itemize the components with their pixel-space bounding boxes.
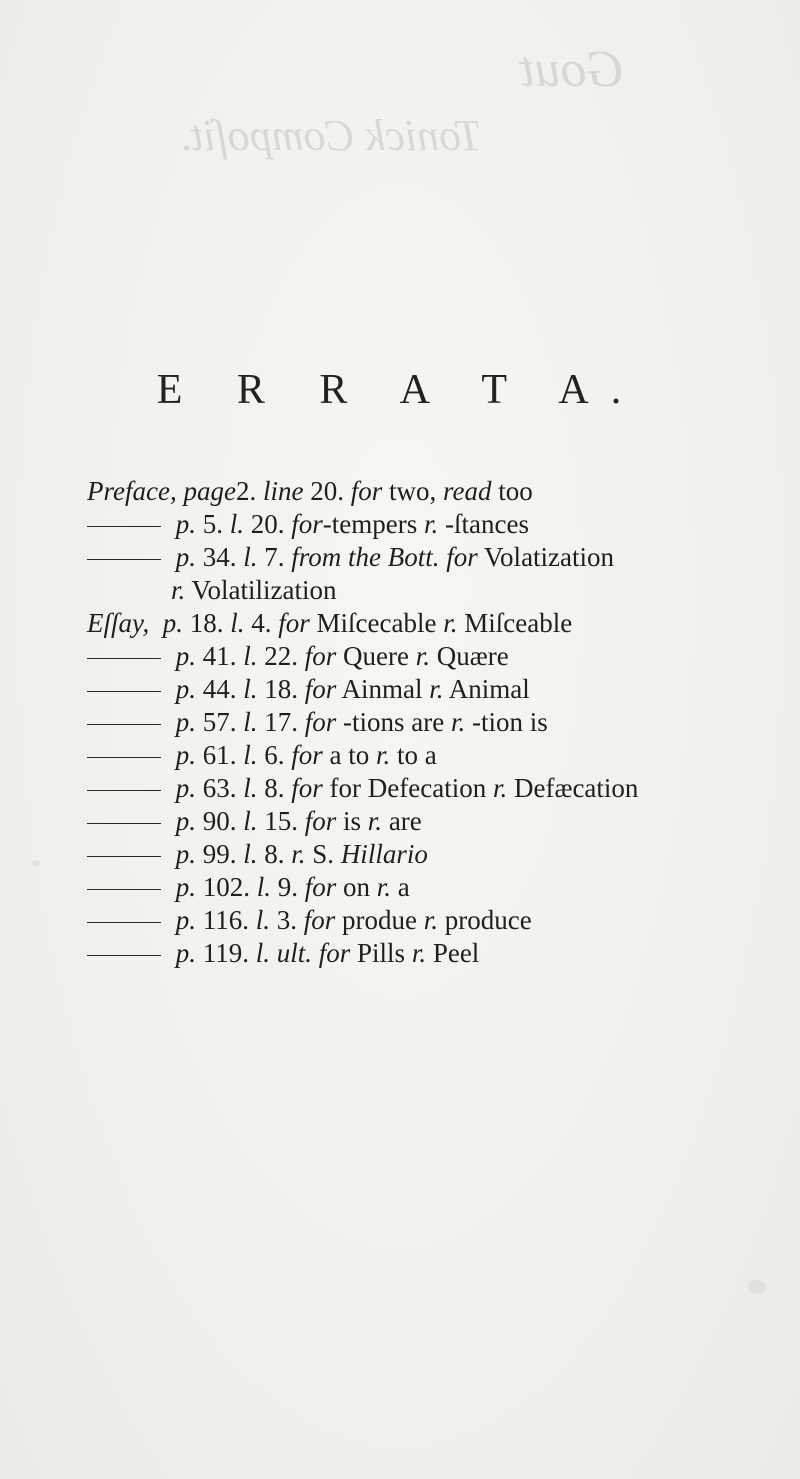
errata-location: p. 119. l. ult. [175,938,313,968]
section-label: Eſſay, [87,608,150,638]
errata-entry [87,804,422,838]
errata-entry [87,474,533,508]
errata-location: p. 44. l. 18. [175,674,305,704]
errata-location: p. 99. l. 8. [175,839,292,869]
ditto-dash [87,856,161,857]
errata-entry [87,705,548,739]
errata-location: p. 61. l. 6. [175,740,292,770]
errata-entry [87,837,428,871]
ditto-dash [87,790,161,791]
show-through-text: Gout Tonick Compoſit. [180,41,624,160]
errata-entry [87,507,529,541]
errata-entry [87,771,638,805]
errata-correction: for Pills r. Peel [318,938,480,968]
errata-correction: for for Defecation r. Defæcation [291,773,639,803]
errata-entry [87,639,509,673]
ditto-dash [87,658,161,659]
errata-entry [87,540,614,574]
errata-correction: r. S. Hillario [291,839,428,869]
errata-location: page2. line 20. [183,476,351,506]
errata-correction: for Miſcecable r. Miſceable [278,608,573,638]
errata-correction: for is r. are [304,806,422,836]
ditto-dash [87,922,161,923]
errata-correction: for produe r. produce [303,905,532,935]
errata-location: p. 102. l. 9. [175,872,305,902]
paper-stain [32,860,40,866]
errata-entry [87,903,532,937]
errata-correction: for two, read too [350,476,533,506]
errata-correction: for Volatization [446,542,615,572]
errata-location: p. 116. l. 3. [175,905,304,935]
errata-correction: for Quere r. Quære [304,641,509,671]
errata-entry [87,870,410,904]
section-label: Preface, [87,476,177,506]
ditto-dash [87,526,161,527]
errata-correction: r. Volatilization [171,575,337,605]
errata-entry [87,738,437,772]
errata-location: p. 41. l. 22. [175,641,305,671]
errata-correction: for -tions are r. -tion is [304,707,548,737]
errata-location: p. 63. l. 8. [175,773,292,803]
errata-location: p. 18. l. 4. [162,608,279,638]
errata-correction: for on r. a [304,872,410,902]
ditto-dash [87,559,161,560]
ditto-dash [87,955,161,956]
errata-location: p. 5. l. 20. [175,509,292,539]
errata-entry [87,936,479,970]
errata-location: p. 57. l. 17. [175,707,305,737]
ditto-dash [87,823,161,824]
errata-entry [87,606,572,640]
errata-title: E R R A T A. [156,367,644,413]
ditto-dash [87,691,161,692]
errata-location: p. 90. l. 15. [175,806,305,836]
errata-entry [171,573,337,607]
ditto-dash [87,724,161,725]
errata-entry [87,672,530,706]
errata-location: p. 34. l. 7. from the Bott. [175,542,440,572]
errata-correction: for a to r. to a [291,740,437,770]
errata-correction: for Ainmal r. Animal [304,674,530,704]
ditto-dash [87,757,161,758]
paper-stain [748,1280,766,1294]
ditto-dash [87,889,161,890]
errata-correction: for-tempers r. -ſtances [291,509,529,539]
